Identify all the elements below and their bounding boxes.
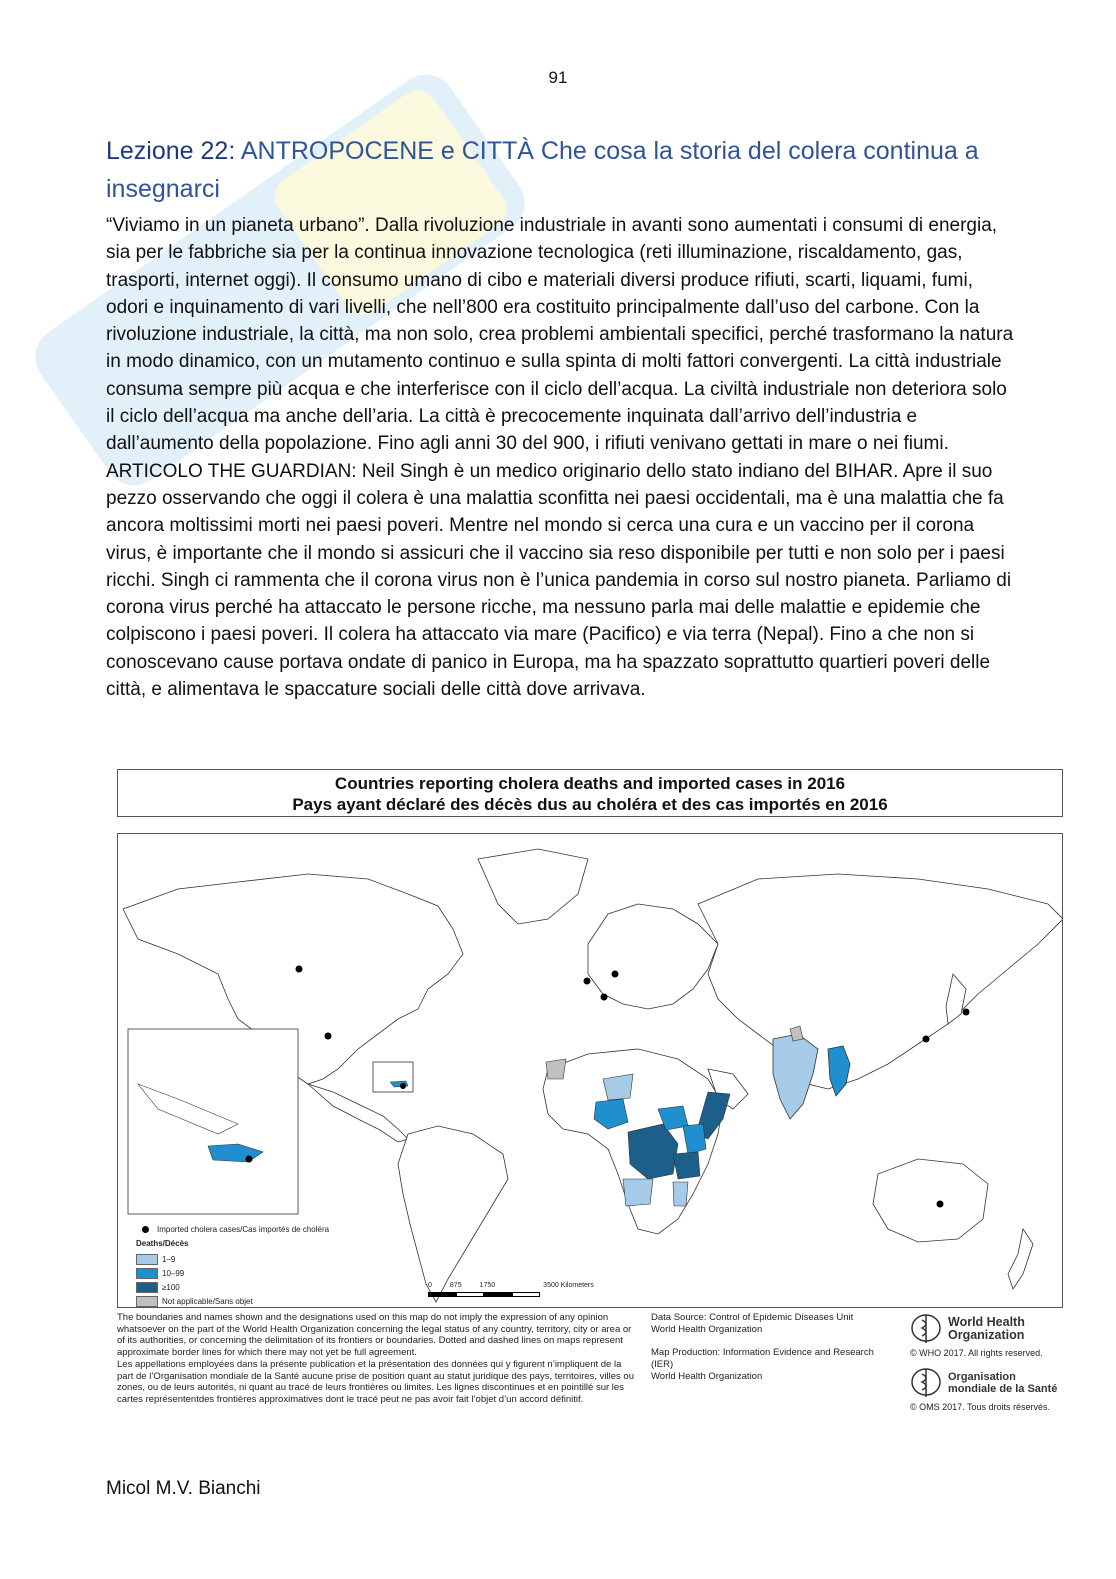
oms-name-line2: mondiale de la Santé [948, 1383, 1058, 1395]
malawi-shape [673, 1182, 688, 1206]
tanzania-shape [673, 1152, 700, 1179]
paragraph-urban-planet: “Viviamo in un pianeta urbano”. Dalla rivoluzione industriale in avanti sono aumentati i consumi di energia, sia per le fabbriche sia per la continua innovazione tecnologica (reti illuminazione, riscaldamento, gas, trasporti, internet oggi). Il consumo umano di cibo e materiali diversi produce rifiuti, scarti, liquami, fumi, odori e inquinamento di vari livelli, che nell’800 era costituito principalmente dall’uso del carbone. Con la rivoluzione industriale, la città, ma non solo, crea problemi ambientali specifici, perché trasformano la natura in modo dinamico, con un mutamento continuo e sulla spinta di molti fattori convergenti. La città industriale consuma sempre più acqua e che interferisce con il ciclo dell’acqua. La civiltà industriale non deteriora solo il ciclo dell’acqua ma anche dell’aria. La città è precocemente inquinata dall’arrivo dell’industria e dall’aumento della popolazione. Fino agli anni 30 del 900, i rifiuti venivano gettati in mare o nei fiumi. [106, 215, 1014, 455]
imported-case-dot [246, 1156, 253, 1163]
map-disclaimer [117, 1312, 637, 1406]
legend-label: 1–9 [162, 1254, 176, 1264]
imported-case-dot [584, 978, 591, 985]
scale-tick: 875 [449, 1282, 462, 1289]
map-production-line2: World Health Organization [651, 1370, 763, 1382]
who-copyright: © WHO 2017. All rights reserved. [910, 1348, 1043, 1358]
lesson-title: ANTROPOCENE e CITTÀ Che cosa la storia del colera continua a insegnarci [106, 137, 979, 203]
imported-dot-icon [142, 1226, 149, 1233]
asia-shape [698, 874, 1063, 1089]
paragraph-guardian-article: ARTICOLO THE GUARDIAN: Neil Singh è un medico originario dello stato indiano del BIHAR. Apre il suo pezzo osservando che oggi il colera è una malattia sconfitta nei paesi occidentali, ma è una malattia che fa ancora moltissimi morti nei paesi poveri. Mentre nel mondo si cerca una cura e un vaccino per il corona virus, è importante che il mondo si assicuri che il vaccino sia reso disponibile per tutti e non solo per i paesi ricchi. Singh ci rammenta che il corona virus non è l’unica pandemia in corso sul nostro pianeta. Parliamo di corona virus perché ha attaccato le persone ricche, ma nessuno parla mai delle malattie e epidemie che colpiscono i paesi poveri. Il colera ha attaccato via mare (Pacifico) e via terra (Nepal). Fino a che non si conoscevano cause portava ondate di panico in Europa, ma ha spazzato soprattutto quartieri poveri delle città, e alimentava le spaccature sociali delle città dove arrivava. [106, 460, 1012, 701]
map-title-en: Countries reporting cholera deaths and imported cases in 2016 [334, 774, 846, 793]
inset-marker [373, 1062, 413, 1092]
scale-bar-graphic [428, 1292, 594, 1297]
legend-swatch [136, 1268, 158, 1279]
who-name-line1: World Health [948, 1315, 1025, 1329]
legend-swatch [136, 1254, 158, 1265]
legend-heading: Deaths/Décès [136, 1239, 189, 1248]
who-logos [908, 1312, 1068, 1420]
data-source-line1: Data Source: Control of Epidemic Diseases Unit [651, 1312, 854, 1323]
angola-shape [623, 1179, 653, 1206]
disclaimer-en: The boundaries and names shown and the designations used on this map do not imply the expression of any opinion whatsoever on the part of the World Health Organization concerning the legal status of any country, territory, city or area or of its authorities, or concerning the delimitation of its frontiers or boundaries. Dotted and dashed lines on maps represent approximate border lines for which there may not yet be full agreement. [117, 1312, 632, 1359]
new-zealand-shape [1008, 1229, 1033, 1289]
who-name-line2: Organization [948, 1328, 1025, 1342]
greenland-shape [478, 849, 588, 924]
scale-tick: 1750 [479, 1282, 496, 1289]
world-map [117, 833, 1063, 1308]
legend-swatch [136, 1282, 158, 1293]
imported-case-dot [963, 1009, 970, 1016]
imported-case-dot [612, 971, 619, 978]
scale-tick: 3500 Kilometers [543, 1282, 594, 1289]
page-number: 91 [548, 68, 568, 87]
scale-tick: 0 [428, 1282, 432, 1289]
map-credits [651, 1312, 896, 1395]
western-sahara-shape [546, 1059, 566, 1079]
body-text [106, 212, 1014, 703]
disclaimer-fr: Les appellations employées dans la présente publication et la présentation des données qui y figurent n’impliquent de la part de l’Organisation mondiale de la Santé aucune prise de position quant au statut juridique des pays, territoires, villes ou zones, ou de leurs autorités, ni quant au tracé de leurs frontières ou limites. Les lignes discontinues et en pointillé sur les cartes représententdes frontières approximatives dont le tracé peut ne pas avoir fait l’objet d’un accord définitif. [117, 1358, 635, 1405]
imported-case-dot [937, 1201, 944, 1208]
oms-copyright: © OMS 2017. Tous droits réservés. [910, 1402, 1051, 1412]
oms-emblem-icon [908, 1366, 944, 1400]
map-title-fr: Pays ayant déclaré des décès dus au choléra et des cas importés en 2016 [292, 795, 888, 814]
lesson-label: Lezione 22: [106, 137, 236, 165]
data-source-line2: World Health Organization [651, 1323, 763, 1335]
imported-case-dot [296, 966, 303, 973]
australia-shape [873, 1159, 988, 1242]
legend-label: ≥100 [162, 1282, 180, 1292]
scale-bar [428, 1282, 594, 1297]
india-shape [773, 1034, 818, 1119]
europe-shape [588, 904, 718, 1009]
legend-swatch [136, 1296, 158, 1307]
central-america-shape [308, 1084, 408, 1142]
map-legend [136, 1222, 329, 1308]
legend-label: Not applicable/Sans objet [162, 1296, 253, 1306]
map-title-box [117, 769, 1063, 817]
who-emblem-icon [908, 1312, 944, 1346]
imported-case-dot [601, 994, 608, 1001]
oms-name-line1: Organisation [948, 1371, 1016, 1383]
author-footer: Micol M.V. Bianchi [106, 1478, 261, 1499]
imported-case-dot [923, 1036, 930, 1043]
south-america-shape [398, 1126, 508, 1302]
legend-imported: Imported cholera cases/Cas importés de choléra [157, 1224, 330, 1234]
imported-case-dot [400, 1083, 406, 1089]
legend-label: 10–99 [162, 1268, 185, 1278]
page-title [106, 132, 1016, 208]
map-production-line1: Map Production: Information Evidence and Research (IER) [651, 1347, 874, 1371]
imported-case-dot [325, 1033, 332, 1040]
